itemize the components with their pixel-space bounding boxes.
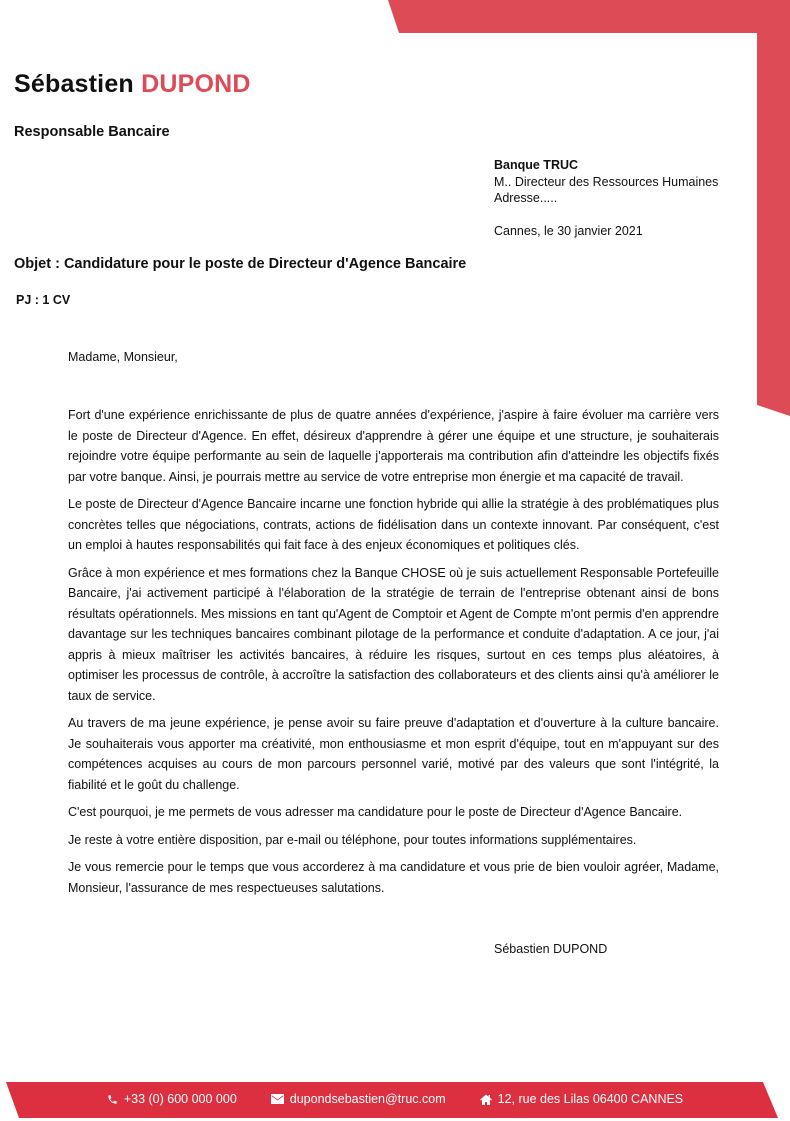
recipient-contact: M.. Directeur des Ressources Humaines bbox=[494, 174, 719, 189]
paragraph-5: C'est pourquoi, je me permets de vous adresser ma candidature pour le poste de Directeur d'Agence Bancaire. bbox=[68, 805, 683, 819]
last-name: DUPOND bbox=[141, 70, 251, 98]
attachment-note: PJ : 1 CV bbox=[16, 293, 71, 307]
paragraph-4: Au travers de ma jeune expérience, je pense avoir su faire preuve d'adaptation et d'ouverture à la culture bancaire. Je souhaiterais vous apporter ma créativité, mon enthousiasme et mon esprit d'équipe, tout en m'appuyant sur des compétences acquises au cours de mon parcours personnel varié, motivé par des valeurs que sont l'intégrité, la fiabilité et le goût du challenge. bbox=[68, 716, 719, 792]
footer-address bbox=[480, 1092, 684, 1106]
letter-date: Cannes, le 30 janvier 2021 bbox=[494, 223, 643, 238]
applicant-name bbox=[14, 70, 251, 99]
paragraph-1: Fort d'une expérience enrichissante de plus de quatre années d'expérience, j'aspire à faire évoluer ma carrière vers le poste de Directeur d'Agence. En effet, désireux d'apprendre à gérer une équipe et une structure, je souhaiterais rejoindre votre équipe performante au sein de laquelle j'apporterais ma contribution afin d'atteindre les objectifs fixés par votre banque. Ainsi, je pourrais mettre au service de votre entreprise mon énergie et ma capacité de travail. bbox=[68, 408, 719, 484]
paragraph-2: Le poste de Directeur d'Agence Bancaire incarne une fonction hybride qui allie la stratégie à des problématiques plus concrètes telles que négociations, contrats, actions de fidélisation dans un contexte innovant. Par conséquent, c'est un emploi à hautes responsabilités qui fait face à des enjeux économiques et politiques clés. bbox=[68, 497, 719, 552]
paragraph-3: Grâce à mon expérience et mes formations chez la Banque CHOSE où je suis actuellement Responsable Portefeuille Bancaire, j'ai activement participé à l'élaboration de la stratégie de terrain de l'entreprise obtenant ainsi de bons résultats opérationnels. Mes missions en tant qu'Agent de Comptoir et Agent de Compte m'ont permis d'en apprendre davantage sur les techniques bancaires combinant pilotage de la performance et conduite d'adaptation. A ce jour, j'ai appris à mieux maîtriser les activités bancaires, à réduire les risques, surtout en ces temps plus aléatoires, à optimiser les processus de contrôle, à accroître la satisfaction des collaborateurs et des clients ainsi qu'à améliorer le taux de service. bbox=[68, 565, 719, 703]
letter-subject: Objet : Candidature pour le poste de Directeur d'Agence Bancaire bbox=[14, 256, 467, 272]
recipient-bank: Banque TRUC bbox=[494, 158, 579, 172]
email-address: dupondsebastien@truc.com bbox=[289, 1092, 446, 1106]
postal-address: 12, rue des Lilas 06400 CANNES bbox=[497, 1092, 684, 1106]
recipient-address: Adresse..... bbox=[494, 191, 558, 205]
recipient-block bbox=[494, 157, 718, 239]
job-title: Responsable Bancaire bbox=[14, 124, 170, 140]
signature: Sébastien DUPOND bbox=[494, 942, 608, 956]
phone-number: +33 (0) 600 000 000 bbox=[123, 1092, 237, 1106]
home-icon bbox=[480, 1094, 492, 1105]
paragraph-6: Je reste à votre entière disposition, par e-mail ou téléphone, pour toutes informations supplémentaires. bbox=[68, 832, 637, 847]
salutation: Madame, Monsieur, bbox=[68, 350, 178, 364]
first-name: Sébastien bbox=[14, 70, 134, 98]
contact-footer bbox=[0, 1080, 790, 1118]
phone-icon bbox=[107, 1094, 118, 1105]
footer-phone bbox=[107, 1092, 237, 1106]
envelope-icon bbox=[271, 1094, 284, 1104]
paragraph-7: Je vous remercie pour le temps que vous accorderez à ma candidature et vous prie de bien vouloir agréer, Madame, Monsieur, l'assurance de mes respectueuses salutations. bbox=[68, 860, 719, 895]
letter-body bbox=[68, 405, 719, 905]
footer-email bbox=[271, 1092, 446, 1106]
